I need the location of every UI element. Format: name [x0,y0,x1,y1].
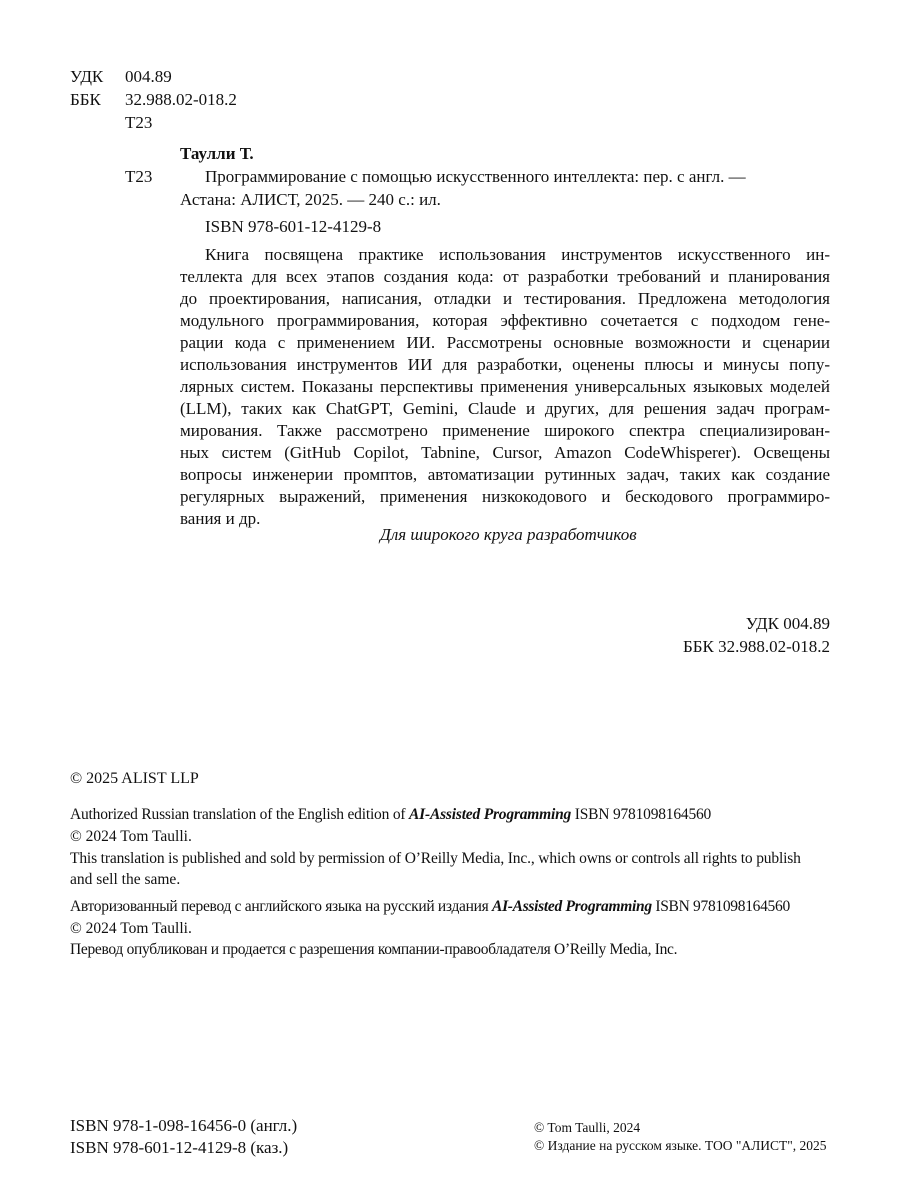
abstract-line: вания и др. [180,509,261,528]
abstract-line: теллекта для всех этапов создания кода: от разработки требований и планирования [180,267,830,286]
russian-rights-line3: Перевод опубликован и продается с разрешения компании-правообладателя O’Reilly Media, Inc. [70,941,678,958]
original-title: AI-Assisted Programming [409,806,572,823]
english-rights-line4: and sell the same. [70,871,181,888]
isbn-english: ISBN 978-1-098-16456-0 (англ.) [70,1116,298,1135]
udk-value: 004.89 [125,67,172,86]
original-isbn: ISBN 9781098164560 [571,806,712,823]
original-isbn: ISBN 9781098164560 [651,898,790,915]
record-author-mark: Т23 [125,167,153,186]
book-title-line2: Астана: АЛИСТ, 2025. — 240 с.: ил. [180,190,441,209]
alist-copyright: © 2025 ALIST LLP [70,770,199,787]
abstract-line: мирования. Также рассмотрено применение широкого спектра специализирован- [180,421,830,440]
abstract-line: регулярных выражений, применения низкокодового и бескодового программиро- [180,487,830,506]
abstract-line: вопросы инженерии промптов, автоматизации рутинных задач, таких как создание [180,465,830,484]
author-mark: Т23 [125,113,153,132]
english-rights-line3: This translation is published and sold by permission of O’Reilly Media, Inc., which owns or controls all rights to publish [70,850,801,867]
abstract-line: модульного программирования, которая эффективно сочетается с подходом гене- [180,311,830,330]
rights-prefix: Authorized Russian translation of the English edition of [70,806,410,823]
classification-bbk: ББК 32.988.02-018.2 [682,637,830,656]
abstract-line: ных систем (GitHub Copilot, Tabnine, Cursor, Amazon CodeWhisperer). Освещены [180,443,830,462]
abstract-line: лярных систем. Показаны перспективы применения универсальных языковых моделей [180,377,830,396]
author-name: Таулли Т. [180,144,254,163]
udk-label: УДК [70,67,104,86]
russian-rights-line2: © 2024 Tom Taulli. [70,920,192,937]
rights-prefix: Авторизованный перевод с английского языка на русский издания [70,898,493,915]
english-rights-line2: © 2024 Tom Taulli. [70,828,192,845]
abstract-line: (LLM), таких как ChatGPT, Gemini, Claude и других, для решения задач програм- [180,399,830,418]
copyright-edition: © Издание на русском языке. ТОО "АЛИСТ", 2025 [534,1138,827,1153]
english-rights-line1 [70,804,711,826]
bbk-label: ББК [70,90,101,109]
bbk-value: 32.988.02-018.2 [125,90,237,109]
abstract-line: рации кода с применением ИИ. Рассмотрены основные возможности и сценарии [180,333,830,352]
abstract-line: Книга посвящена практике использования инструментов искусственного ин- [205,245,830,264]
russian-rights-line1 [70,896,790,918]
abstract-line: использования инструментов ИИ для разработки, оценены плюсы и минусы попу- [180,355,830,374]
abstract-line: до проектирования, написания, отладки и тестирования. Предложена методология [180,289,830,308]
classification-udk: УДК 004.89 [745,614,830,633]
record-isbn: ISBN 978-601-12-4129-8 [205,217,382,236]
book-title-line1: Программирование с помощью искусственного интеллекта: пер. с англ. — [205,167,746,186]
copyright-author: © Tom Taulli, 2024 [534,1120,641,1135]
original-title: AI-Assisted Programming [492,898,652,915]
audience-note: Для широкого круга разработчиков [380,525,637,544]
isbn-kazakh: ISBN 978-601-12-4129-8 (каз.) [70,1138,289,1157]
